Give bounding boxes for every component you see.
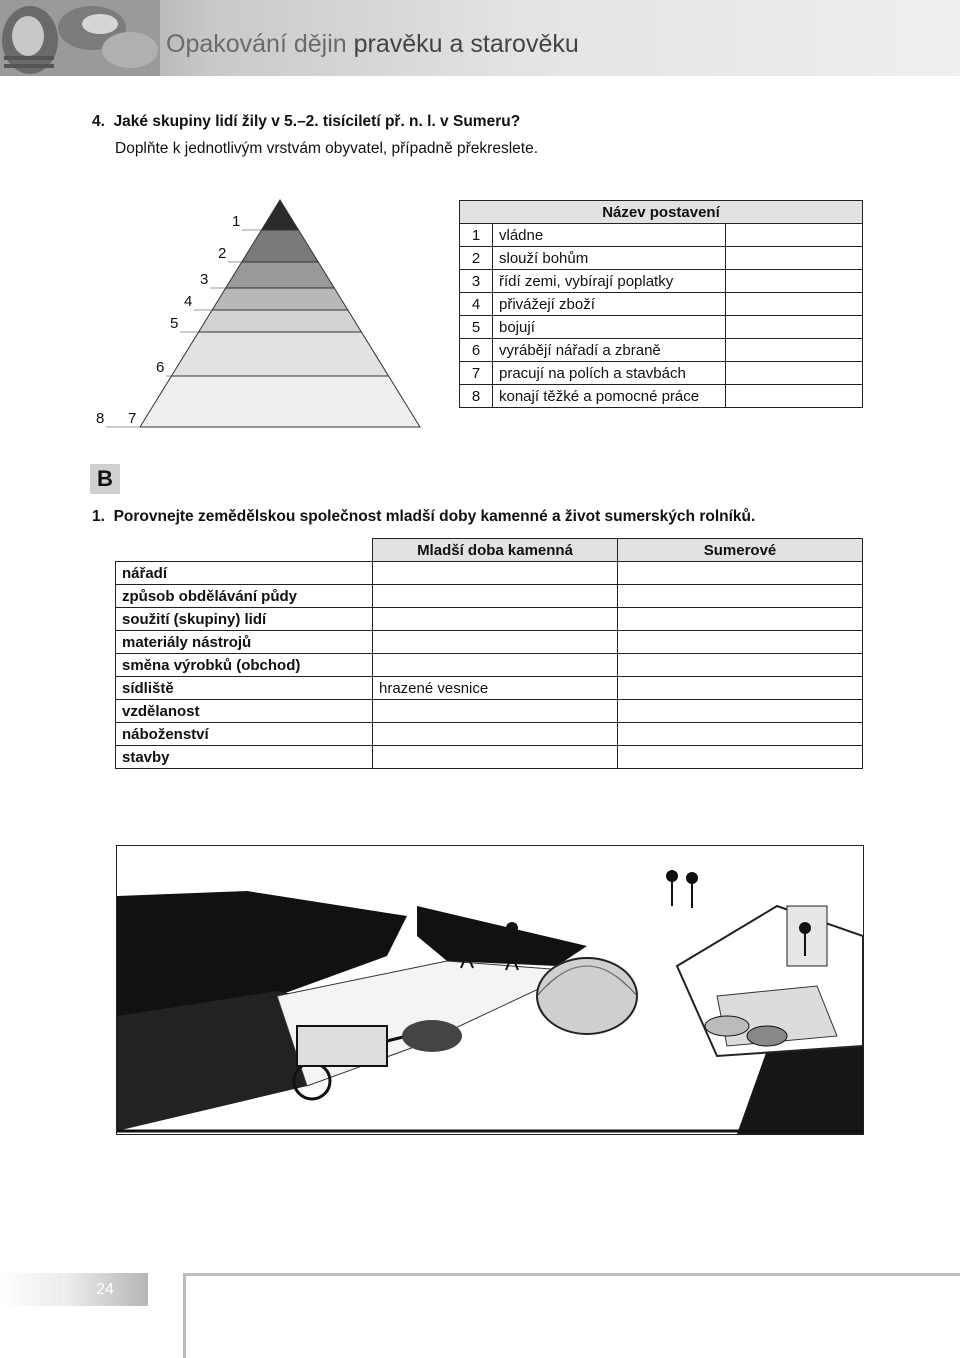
pyramid-layer-4	[212, 288, 348, 310]
neolithic-answer-cell[interactable]	[373, 723, 618, 746]
status-name-input-cell[interactable]	[726, 224, 863, 247]
status-row-number: 2	[460, 247, 493, 270]
status-row	[460, 385, 863, 408]
status-row-text: vyrábějí nářadí a zbraně	[493, 339, 726, 362]
footer-gradient-bar	[0, 1273, 62, 1306]
neolithic-answer-cell[interactable]	[373, 654, 618, 677]
section-b-question-1: 1. Porovnejte zemědělskou společnost mladší doby kamenné a život sumerských rolníků.	[92, 508, 756, 525]
pyramid-layer-1	[261, 200, 298, 230]
status-name-input-cell[interactable]	[726, 247, 863, 270]
footer-divider-horizontal	[183, 1273, 960, 1276]
comparison-table-header-row	[116, 539, 863, 562]
status-row-text: konají těžké a pomocné práce	[493, 385, 726, 408]
status-row-number: 8	[460, 385, 493, 408]
pyramid-layer-5	[199, 310, 362, 332]
comparison-row-label: směna výrobků (obchod)	[116, 654, 373, 677]
sumerian-answer-cell[interactable]	[618, 746, 863, 769]
comparison-row	[116, 631, 863, 654]
status-table-header: Název postavení	[460, 201, 863, 224]
comparison-row-label: stavby	[116, 746, 373, 769]
status-row	[460, 224, 863, 247]
social-pyramid	[80, 190, 430, 435]
neolithic-answer-cell[interactable]	[373, 562, 618, 585]
comparison-row	[116, 700, 863, 723]
sumerian-answer-cell[interactable]	[618, 562, 863, 585]
status-row	[460, 293, 863, 316]
comparison-row-label: sídliště	[116, 677, 373, 700]
comparison-row	[116, 654, 863, 677]
column-header-neolithic: Mladší doba kamenná	[373, 539, 618, 562]
status-name-input-cell[interactable]	[726, 293, 863, 316]
comparison-row-label: náboženství	[116, 723, 373, 746]
sumerian-answer-cell[interactable]	[618, 700, 863, 723]
pyramid-level-label: 3	[200, 271, 209, 288]
pyramid-layer-7	[140, 376, 420, 427]
pyramid-level-label: 2	[218, 245, 227, 262]
sumerian-answer-cell[interactable]	[618, 631, 863, 654]
status-row	[460, 247, 863, 270]
comparison-row	[116, 723, 863, 746]
section-b-badge: B	[90, 464, 120, 494]
status-row-text: bojují	[493, 316, 726, 339]
sumerian-answer-cell[interactable]	[618, 654, 863, 677]
status-table	[459, 200, 863, 408]
status-name-input-cell[interactable]	[726, 362, 863, 385]
comparison-row-label: způsob obdělávání půdy	[116, 585, 373, 608]
neolithic-answer-cell[interactable]	[373, 700, 618, 723]
status-row-text: přivážejí zboží	[493, 293, 726, 316]
pyramid-level-label: 1	[232, 213, 241, 230]
page-number: 24	[62, 1273, 148, 1306]
status-row-text: vládne	[493, 224, 726, 247]
neolithic-answer-cell[interactable]	[373, 631, 618, 654]
footer-divider-vertical	[183, 1273, 186, 1358]
status-table-header-row	[460, 201, 863, 224]
status-row	[460, 316, 863, 339]
sumerian-answer-cell[interactable]	[618, 723, 863, 746]
comparison-row	[116, 585, 863, 608]
comparison-row-label: materiály nástrojů	[116, 631, 373, 654]
sumerian-answer-cell[interactable]	[618, 677, 863, 700]
status-row-number: 4	[460, 293, 493, 316]
comparison-row	[116, 608, 863, 631]
column-header-sumerians: Sumerové	[618, 539, 863, 562]
village-scene-drawing	[117, 846, 863, 1134]
status-row-number: 7	[460, 362, 493, 385]
sumerian-answer-cell[interactable]	[618, 585, 863, 608]
pyramid-layer-6	[171, 332, 388, 376]
neolithic-answer-cell[interactable]	[373, 608, 618, 631]
pyramid-level-label: 8	[96, 410, 105, 427]
comparison-row	[116, 677, 863, 700]
pyramid-layer-3	[226, 262, 335, 288]
status-name-input-cell[interactable]	[726, 270, 863, 293]
comparison-row	[116, 746, 863, 769]
pyramid-level-label: 6	[156, 359, 165, 376]
comparison-row-label: soužití (skupiny) lidí	[116, 608, 373, 631]
pyramid-layer-2	[242, 230, 318, 262]
comparison-row-label: vzdělanost	[116, 700, 373, 723]
pyramid-level-label: 7	[128, 410, 137, 427]
neolithic-answer-cell[interactable]	[373, 746, 618, 769]
status-name-input-cell[interactable]	[726, 316, 863, 339]
status-row	[460, 339, 863, 362]
sumerian-village-illustration	[116, 845, 864, 1135]
status-name-input-cell[interactable]	[726, 339, 863, 362]
status-row-number: 6	[460, 339, 493, 362]
header-sculpture-image	[0, 0, 160, 76]
question-4-title: 4. Jaké skupiny lidí žily v 5.–2. tisíciletí př. n. l. v Sumeru?	[92, 113, 521, 130]
sumerian-answer-cell[interactable]	[618, 608, 863, 631]
status-row-number: 3	[460, 270, 493, 293]
page-header	[0, 0, 960, 76]
question-4-instruction: Doplňte k jednotlivým vrstvám obyvatel, případně překreslete.	[115, 140, 539, 157]
status-row	[460, 362, 863, 385]
comparison-row	[116, 562, 863, 585]
status-row-text: řídí zemi, vybírají poplatky	[493, 270, 726, 293]
status-name-input-cell[interactable]	[726, 385, 863, 408]
neolithic-answer-cell[interactable]	[373, 585, 618, 608]
status-row	[460, 270, 863, 293]
pyramid-level-label: 4	[184, 293, 193, 310]
status-row-number: 5	[460, 316, 493, 339]
status-row-text: slouží bohům	[493, 247, 726, 270]
comparison-corner-cell	[116, 539, 373, 562]
page-title: Opakování dějin pravěku a starověku	[166, 30, 579, 58]
neolithic-answer-cell[interactable]: hrazené vesnice	[373, 677, 618, 700]
pyramid-level-label: 5	[170, 315, 179, 332]
status-row-text: pracují na polích a stavbách	[493, 362, 726, 385]
status-row-number: 1	[460, 224, 493, 247]
comparison-table	[115, 538, 863, 769]
comparison-row-label: nářadí	[116, 562, 373, 585]
